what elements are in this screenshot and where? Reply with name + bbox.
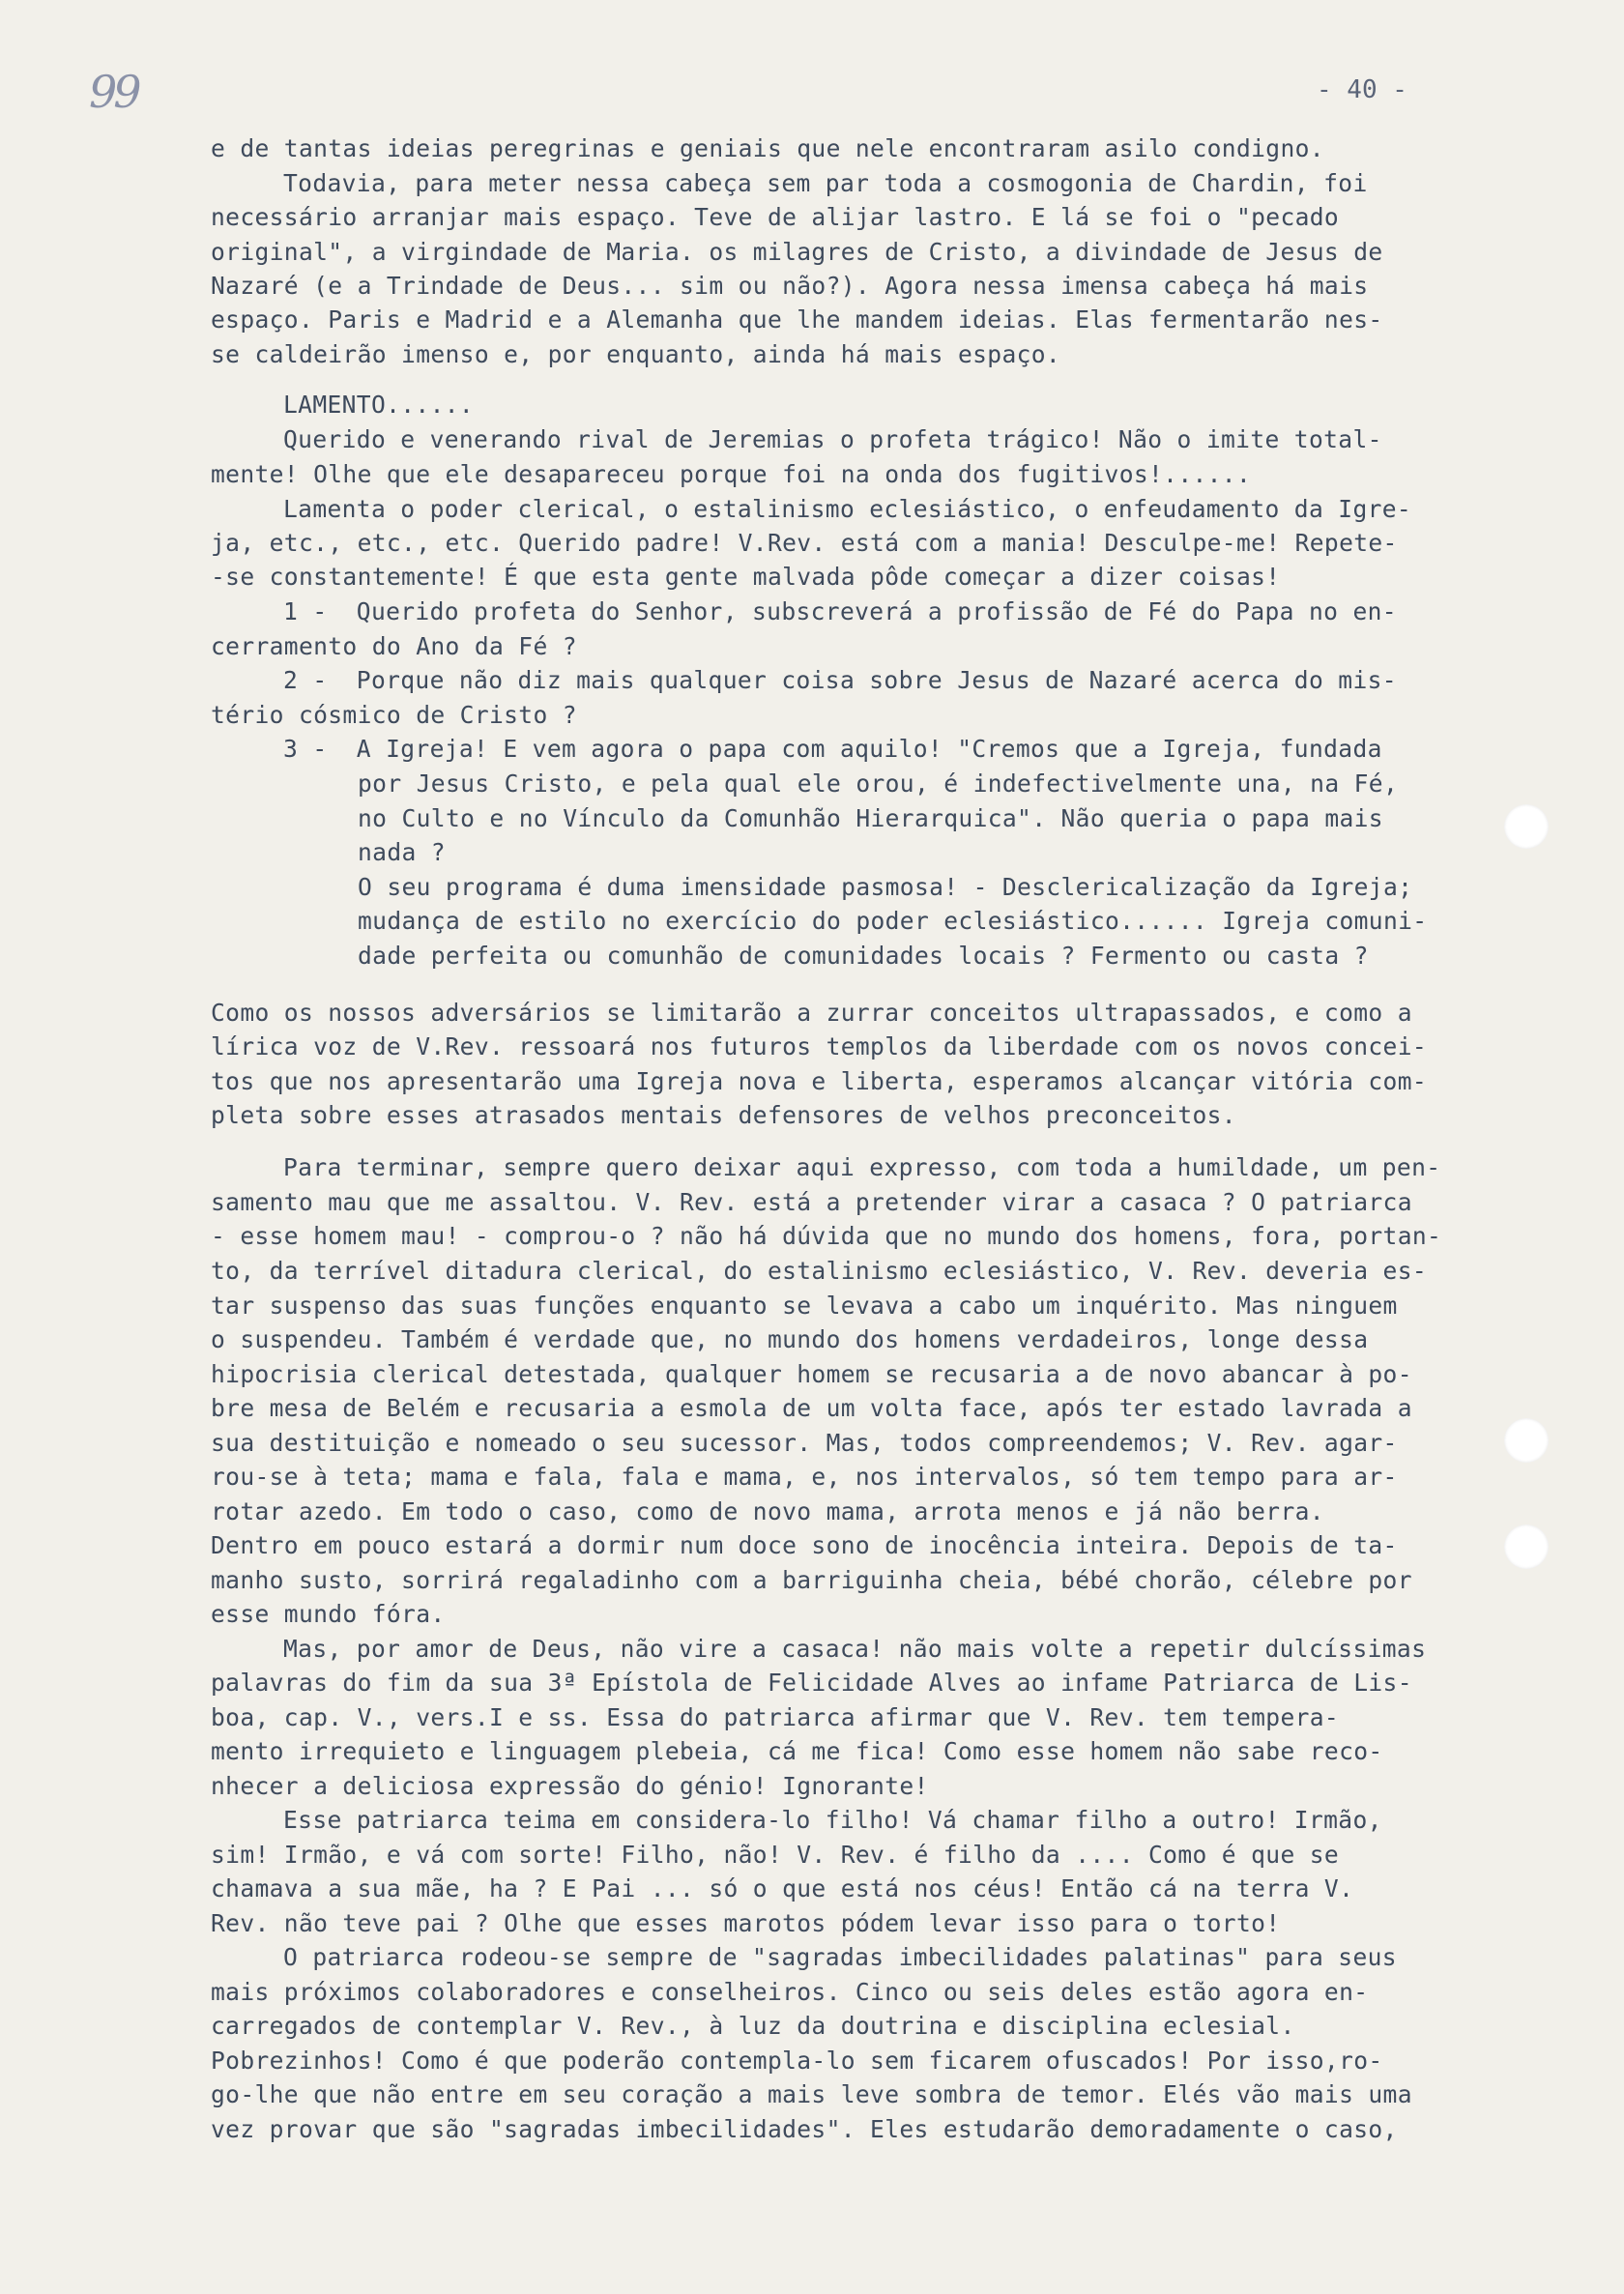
text-line: mais próximos colaboradores e conselheiros. Cinco ou seis deles estão agora en- bbox=[211, 1978, 1369, 2006]
text-line: Querido e venerando rival de Jeremias o profeta trágico! Não o imite total- bbox=[283, 425, 1382, 453]
text-line: ja, etc., etc., etc. Querido padre! V.Rev. está com a mania! Desculpe-me! Repete- bbox=[211, 529, 1398, 557]
pencil-page-mark: 99 bbox=[89, 66, 138, 118]
text-line: Para terminar, sempre quero deixar aqui expresso, com toda a humildade, um pen- bbox=[283, 1153, 1441, 1181]
text-line: -se constantemente! É que esta gente malvada pôde começar a dizer coisas! bbox=[211, 563, 1281, 591]
text-line: vez provar que são "sagradas imbecilidades". Eles estudarão demoradamente o caso, bbox=[211, 2115, 1398, 2143]
text-line: original", a virgindade de Maria. os milagres de Cristo, a divindade de Jesus de bbox=[211, 238, 1383, 266]
text-line: sim! Irmão, e vá com sorte! Filho, não! V. Rev. é filho da .... Como é que se bbox=[211, 1841, 1340, 1869]
text-line: pleta sobre esses atrasados mentais defensores de velhos preconceitos. bbox=[211, 1101, 1236, 1129]
text-line: Dentro em pouco estará a dormir num doce sono de inocência inteira. Depois de ta- bbox=[211, 1531, 1398, 1559]
text-line: palavras do fim da sua 3ª Epístola de Felicidade Alves ao infame Patriarca de Lis- bbox=[211, 1669, 1412, 1697]
list-item: 1 - Querido profeta do Senhor, subscreverá a profissão de Fé do Papa no en- bbox=[283, 597, 1397, 625]
text-line: O patriarca rodeou-se sempre de "sagradas imbecilidades palatinas" para seus bbox=[283, 1943, 1397, 1971]
text-line: mento irrequieto e linguagem plebeia, cá me fica! Como esse homem não sabe reco- bbox=[211, 1737, 1383, 1765]
text-line: O seu programa é duma imensidade pasmosa! - Desclericalização da Igreja; bbox=[358, 873, 1413, 901]
text-line: tos que nos apresentarão uma Igreja nova e liberta, esperamos alcançar vitória com- bbox=[211, 1067, 1428, 1095]
section-heading: LAMENTO...... bbox=[283, 391, 475, 419]
list-item: 3 - A Igreja! E vem agora o papa com aquilo! "Cremos que a Igreja, fundada bbox=[283, 735, 1382, 763]
text-line: o suspendeu. Também é verdade que, no mundo dos homens verdadeiros, longe dessa bbox=[211, 1325, 1369, 1353]
text-line: to, da terrível ditadura clerical, do estalinismo eclesiástico, V. Rev. deveria es- bbox=[211, 1257, 1428, 1285]
text-line: rotar azedo. Em todo o caso, como de novo mama, arrota menos e já não berra. bbox=[211, 1497, 1324, 1525]
text-line: Como os nossos adversários se limitarão a zurrar conceitos ultrapassados, e como a bbox=[211, 999, 1412, 1027]
text-line: nada ? bbox=[358, 838, 446, 866]
text-line: e de tantas ideias peregrinas e geniais que nele encontraram asilo condigno. bbox=[211, 134, 1324, 162]
list-item: 2 - Porque não diz mais qualquer coisa sobre Jesus de Nazaré acerca do mis- bbox=[283, 666, 1397, 694]
text-line: no Culto e no Vínculo da Comunhão Hierarquica". Não queria o papa mais bbox=[358, 804, 1383, 832]
text-line: sua destituição e nomeado o seu sucessor. Mas, todos compreendemos; V. Rev. agar- bbox=[211, 1429, 1398, 1457]
text-line: se caldeirão imenso e, por enquanto, ainda há mais espaço. bbox=[211, 340, 1061, 368]
text-line: Rev. não teve pai ? Olhe que esses marotos pódem levar isso para o torto! bbox=[211, 1909, 1281, 1937]
text-line: Esse patriarca teima em considera-lo filho! Vá chamar filho a outro! Irmão, bbox=[283, 1806, 1382, 1834]
text-line: dade perfeita ou comunhão de comunidades locais ? Fermento ou casta ? bbox=[358, 942, 1369, 970]
text-line: mente! Olhe que ele desapareceu porque foi na onda dos fugitivos!...... bbox=[211, 460, 1252, 488]
text-line: tério cósmico de Cristo ? bbox=[211, 701, 577, 729]
text-line: Todavia, para meter nessa cabeça sem par toda a cosmogonia de Chardin, foi bbox=[283, 169, 1368, 197]
text-line: Nazaré (e a Trindade de Deus... sim ou não?). Agora nessa imensa cabeça há mais bbox=[211, 272, 1369, 300]
text-line: necessário arranjar mais espaço. Teve de alijar lastro. E lá se foi o "pecado bbox=[211, 203, 1340, 231]
text-line: mudança de estilo no exercício do poder eclesiástico...... Igreja comuni- bbox=[358, 907, 1428, 935]
binder-hole-bottom bbox=[1504, 1524, 1549, 1569]
text-line: lírica voz de V.Rev. ressoará nos futuros templos da liberdade com os novos concei- bbox=[211, 1032, 1428, 1060]
text-line: cerramento do Ano da Fé ? bbox=[211, 632, 577, 660]
text-line: tar suspenso das suas funções enquanto se levava a cabo um inquérito. Mas ninguem bbox=[211, 1292, 1398, 1320]
binder-hole-top bbox=[1504, 804, 1549, 849]
text-line: hipocrisia clerical detestada, qualquer homem se recusaria a de novo abancar à po- bbox=[211, 1360, 1412, 1388]
binder-hole-middle bbox=[1504, 1418, 1549, 1463]
text-line: go-lhe que não entre em seu coração a mais leve sombra de temor. Elés vão mais uma bbox=[211, 2080, 1412, 2108]
text-line: manho susto, sorrirá regaladinho com a barriguinha cheia, bébé chorão, célebre por bbox=[211, 1566, 1412, 1594]
text-line: Mas, por amor de Deus, não vire a casaca! não mais volte a repetir dulcíssimas bbox=[283, 1635, 1427, 1663]
text-line: samento mau que me assaltou. V. Rev. está a pretender virar a casaca ? O patriarca bbox=[211, 1188, 1412, 1216]
text-line: por Jesus Cristo, e pela qual ele orou, é indefectivelmente una, na Fé, bbox=[358, 770, 1399, 798]
text-line: boa, cap. V., vers.I e ss. Essa do patriarca afirmar que V. Rev. tem tempera- bbox=[211, 1703, 1340, 1731]
text-line: espaço. Paris e Madrid e a Alemanha que lhe mandem ideias. Elas fermentarão nes- bbox=[211, 305, 1383, 334]
text-line: esse mundo fóra. bbox=[211, 1600, 446, 1628]
text-line: rou-se à teta; mama e fala, fala e mama, e, nos intervalos, só tem tempo para ar- bbox=[211, 1463, 1398, 1491]
text-line: Lamenta o poder clerical, o estalinismo eclesiástico, o enfeudamento da Igre- bbox=[283, 495, 1412, 523]
text-line: carregados de contemplar V. Rev., à luz da doutrina e disciplina eclesial. bbox=[211, 2012, 1295, 2040]
text-line: nhecer a deliciosa expressão do génio! Ignorante! bbox=[211, 1772, 929, 1800]
text-line: - esse homem mau! - comprou-o ? não há dúvida que no mundo dos homens, fora, portan- bbox=[211, 1222, 1442, 1250]
text-line: chamava a sua mãe, ha ? E Pai ... só o que está nos céus! Então cá na terra V. bbox=[211, 1874, 1354, 1902]
text-line: bre mesa de Belém e recusaria a esmola de um volta face, após ter estado lavrada a bbox=[211, 1394, 1412, 1422]
text-line: Pobrezinhos! Como é que poderão contempla-lo sem ficarem ofuscados! Por isso,ro- bbox=[211, 2047, 1383, 2075]
page-number: - 40 - bbox=[1317, 75, 1407, 104]
